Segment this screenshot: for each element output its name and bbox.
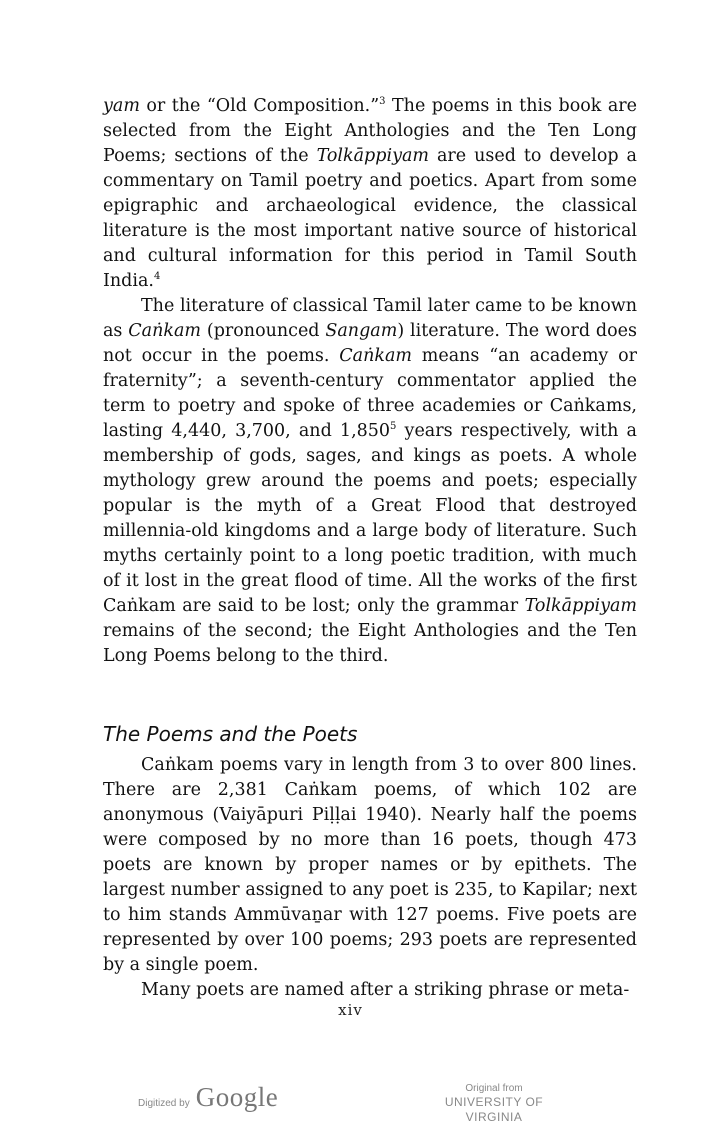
page-number: xiv (338, 1001, 363, 1019)
original-from-label: Original from (465, 1083, 523, 1094)
digitized-by-label: Digitized by (138, 1098, 190, 1109)
paragraph-text: are used to develop a commentary on Tamil poetry and poetics. Apart from some epigraphic and archaeological evidence, the classical literature is the most important native source of historical and cultural information for this period in Tamil South India. (103, 146, 637, 291)
original-from-watermark (420, 1083, 568, 1125)
footnote-marker: 4 (153, 271, 161, 283)
paragraph (103, 294, 637, 669)
university-label: UNIVERSITY OF VIRGINIA (444, 1095, 544, 1124)
paragraph-text: remains of the second; the Eight Anthologies and the Ten Long Poems belong to the third. (103, 621, 637, 666)
google-logo: Google (195, 1082, 279, 1112)
paragraph (103, 978, 637, 1003)
footnote-marker: 5 (390, 421, 397, 433)
paragraph (103, 753, 637, 978)
italic-term: Sangam (325, 321, 398, 341)
italic-term: Tolkāppiyam (316, 146, 429, 166)
italic-term: Caṅkam (339, 346, 412, 366)
paragraph-text: The poems in this book are selected from the Eight Anthologies and the Ten Long Poems; sections of the (103, 96, 637, 166)
italic-term: Tolkāppiyam (524, 596, 637, 616)
digitized-by-google-watermark (138, 1082, 278, 1113)
section-heading: The Poems and the Poets (103, 722, 358, 746)
page-body (103, 94, 637, 1003)
paragraph-text: Many poets are named after a striking phrase or meta- (141, 980, 630, 1000)
paragraph-text: or the “Old Composition.” (139, 96, 380, 116)
paragraph-text: years respectively, with a membership of gods, sages, and kings as poets. A whole mythology grew around the poems and poets; especially popular is the myth of a Great Flood that destroyed millennia-old kingdoms and a large body of literature. Such myths certainly point to a long poetic tradition, with much of it lost in the great flood of time. All the works of the first Caṅkam are said to be lost; only the grammar (103, 421, 637, 616)
paragraph-text: (pronounced (201, 321, 326, 341)
text-block-intro (103, 94, 637, 669)
text-block-poems (103, 753, 637, 1003)
paragraph-text: means “an academy or fraternity”; a seventh-century commentator applied the term to poetry and spoke of three academies or Caṅkams, lasting 4,440, 3,700, and 1,850 (103, 346, 637, 441)
italic-term: yam (103, 96, 140, 116)
footnote-marker: 3 (379, 96, 386, 108)
paragraph-text: The literature of classical Tamil later came to be known as (103, 296, 637, 341)
paragraph (103, 94, 637, 294)
paragraph-text: Caṅkam poems vary in length from 3 to over 800 lines. There are 2,381 Caṅkam poems, of which 102 are anonymous (Vaiyāpuri Piḷḷai 1940). Nearly half the poems were composed by no more than 16 poets, though 473 poets are known by proper names or by epithets. The largest number assigned to any poet is 235, to Kapilar; next to him stands Ammūvaṉar with 127 poems. Five poets are represented by over 100 poems; 293 poets are represented by a single poem. (103, 755, 637, 975)
italic-term: Caṅkam (128, 321, 202, 341)
paragraph-text: ) literature. The word does not occur in the poems. (103, 321, 637, 366)
